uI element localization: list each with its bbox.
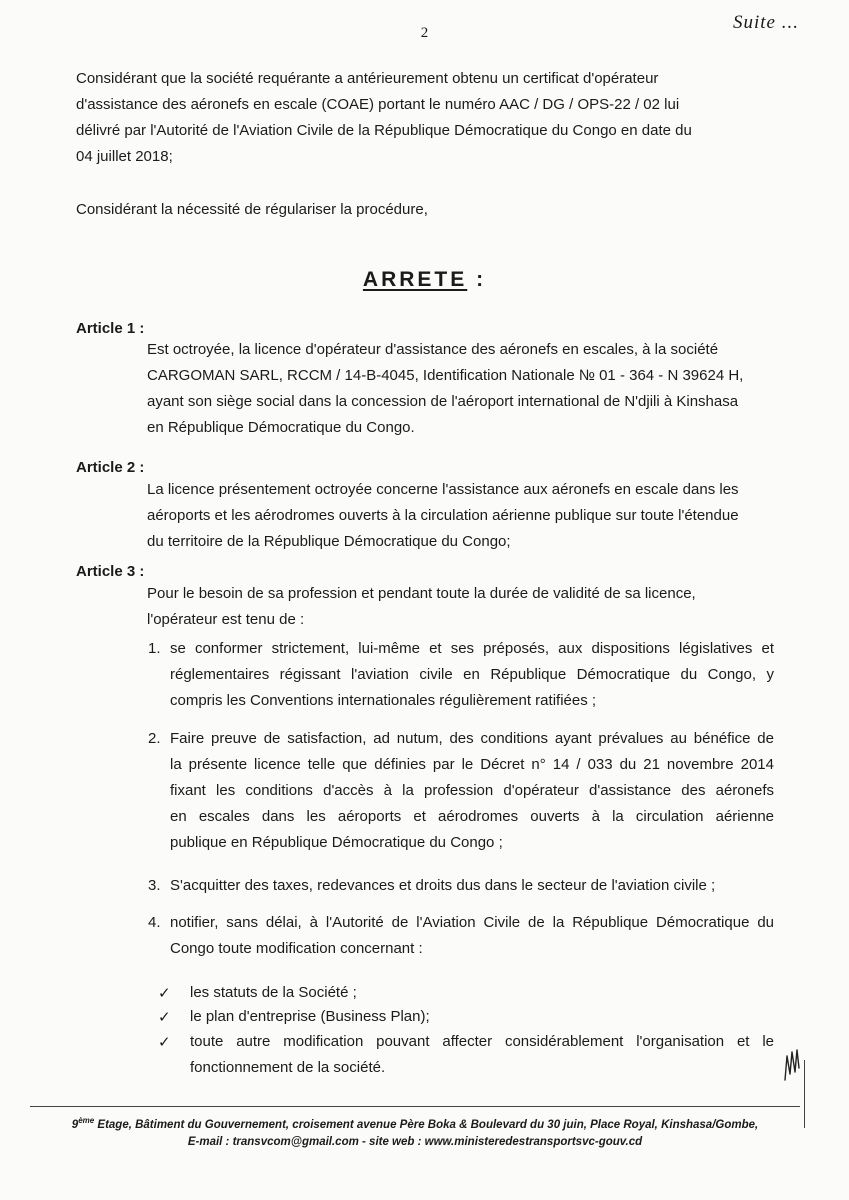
text-line: notifier, sans délai, à l'Autorité de l'Aviation Civile de la République Démocratique du — [170, 914, 774, 931]
text-line: CARGOMAN SARL, RCCM / 14-B-4045, Identification Nationale № 01 - 364 - N 39624 H, — [147, 367, 744, 384]
item-text — [170, 636, 774, 714]
initials-mark-icon — [783, 1046, 801, 1084]
decree-title — [0, 268, 849, 292]
text-line: S'acquitter des taxes, redevances et droits dus dans le secteur de l'aviation civile ; — [170, 877, 716, 894]
text-line: se conformer strictement, lui-même et ses préposés, aux dispositions législatives et — [170, 640, 774, 657]
obligation-item-2 — [148, 726, 774, 856]
footer-contact-line: E-mail : transvcom@gmail.com - site web : www.ministeredestransportsvc-gouv.cd — [187, 1135, 643, 1148]
item-text — [170, 726, 774, 856]
text-line: la présente licence telle que définies par le Décret n° 14 / 033 du 21 novembre 2014 — [170, 756, 774, 773]
text-line: Congo toute modification concernant : — [170, 940, 423, 957]
text-line: 04 juillet 2018; — [76, 148, 173, 165]
text-line: fixant les conditions d'accès à la profession d'opérateur d'assistance des aéronefs — [170, 782, 774, 799]
text-line: d'assistance des aéronefs en escale (COAE) portant le numéro AAC / DG / OPS-22 / 02 lui — [76, 96, 680, 113]
text-line: toute autre modification pouvant affecter considérablement l'organisation et le — [190, 1033, 774, 1050]
obligation-item-4 — [148, 910, 774, 962]
checkmark-icon: ✓ — [158, 1033, 171, 1051]
text-line: l'opérateur est tenu de : — [147, 611, 305, 628]
decree-title-colon: : — [476, 268, 487, 291]
text-line: Faire preuve de satisfaction, ad nutum, des conditions ayant prévalues au bénéfice de — [170, 730, 774, 747]
article-1-label: Article 1 : — [76, 320, 145, 337]
footer-address — [30, 1112, 800, 1151]
check-text: le plan d'entreprise (Business Plan); — [190, 1008, 430, 1025]
considerant-certificate — [76, 66, 772, 170]
considerant-regularisation — [76, 197, 772, 223]
article-1-body — [147, 337, 773, 441]
item-number: 3. — [148, 877, 161, 894]
text-line: délivré par l'Autorité de l'Aviation Civile de la République Démocratique du Congo en date du — [76, 122, 692, 139]
checkmark-icon: ✓ — [158, 1008, 171, 1026]
footer-address-text: Etage, Bâtiment du Gouvernement, croisement avenue Père Boka & Boulevard du 30 juin, Place Royal, Kinshasa/Gombe, — [94, 1118, 759, 1131]
text-line: compris les Conventions internationales régulièrement ratifiées ; — [170, 692, 597, 709]
article-2-body — [147, 477, 773, 555]
text-line: aéroports et les aérodromes ouverts à la circulation aérienne publique sur toute l'étendue — [147, 507, 739, 524]
continuation-note: Suite ... — [733, 12, 799, 33]
footer-floor-number: 9 — [71, 1118, 79, 1131]
footer-floor-suffix: ème — [78, 1116, 95, 1125]
text-line: Est octroyée, la licence d'opérateur d'assistance des aéronefs en escales, à la société — [147, 341, 719, 358]
text-line: Pour le besoin de sa profession et pendant toute la durée de validité de sa licence, — [147, 585, 696, 602]
footer-address-line — [30, 1112, 800, 1134]
checkmark-icon: ✓ — [158, 984, 171, 1002]
text-line: Considérant que la société requérante a antérieurement obtenu un certificat d'opérateur — [76, 70, 659, 87]
check-text — [190, 1029, 774, 1081]
check-item-business-plan — [158, 1004, 774, 1030]
text-line: ayant son siège social dans la concession de l'aéroport international de N'djili à Kinshasa — [147, 393, 739, 410]
item-number: 1. — [148, 640, 161, 657]
page-number: 2 — [420, 25, 429, 41]
obligation-item-3 — [148, 873, 774, 899]
text-line: La licence présentement octroyée concerne l'assistance aux aéronefs en escale dans les — [147, 481, 739, 498]
footer-divider — [30, 1106, 800, 1107]
margin-rule — [804, 1060, 805, 1128]
item-number: 2. — [148, 730, 161, 747]
check-text: les statuts de la Société ; — [190, 984, 357, 1001]
article-3-intro — [147, 581, 773, 633]
check-item-other-modification — [158, 1029, 774, 1081]
check-item-statuts — [158, 980, 774, 1006]
text-line: réglementaires régissant l'aviation civile en République Démocratique du Congo, y — [170, 666, 774, 683]
text-line: en escales dans les aéroports et aérodromes ouverts à la circulation aérienne — [170, 808, 774, 825]
text-line: publique en République Démocratique du Congo ; — [170, 834, 503, 851]
decree-title-word: ARRETE — [362, 268, 468, 291]
text-line: fonctionnement de la société. — [190, 1059, 386, 1076]
item-text — [170, 873, 774, 899]
text-line: en République Démocratique du Congo. — [147, 419, 415, 436]
obligation-item-1 — [148, 636, 774, 714]
article-3-label: Article 3 : — [76, 563, 145, 580]
text-line: Considérant la nécessité de régulariser la procédure, — [76, 201, 428, 218]
article-2-label: Article 2 : — [76, 459, 145, 476]
text-line: du territoire de la République Démocratique du Congo; — [147, 533, 511, 550]
item-number: 4. — [148, 914, 161, 931]
item-text — [170, 910, 774, 962]
